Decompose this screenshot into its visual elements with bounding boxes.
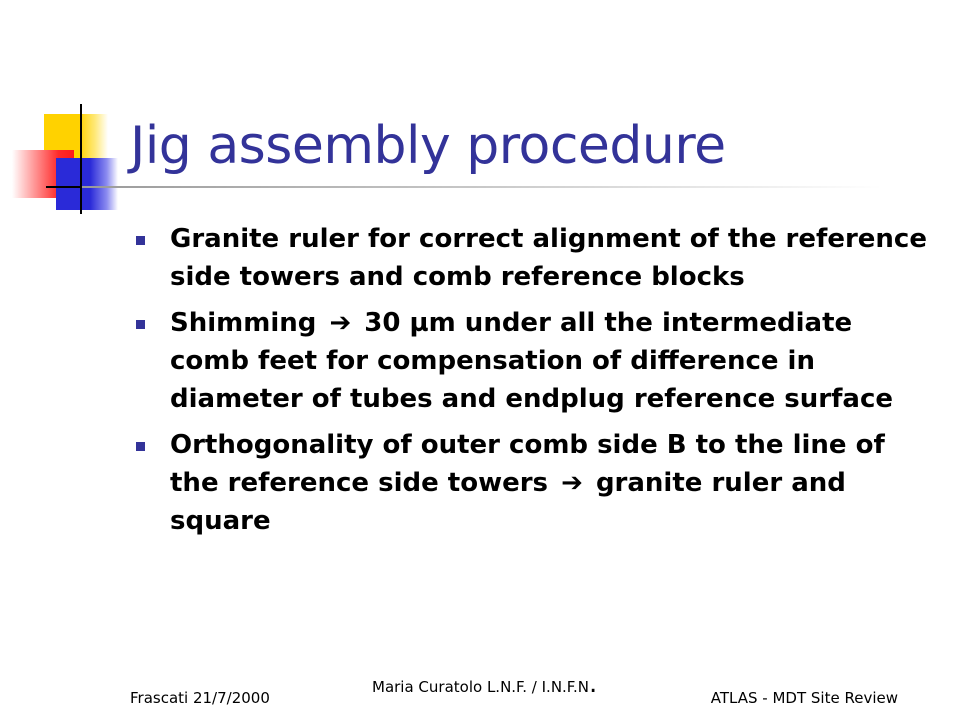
bullet-item — [130, 426, 930, 540]
decorative-logo — [0, 0, 140, 230]
right-arrow-icon: ➔ — [329, 308, 352, 338]
logo-vertical-line — [80, 104, 82, 214]
bullet-item — [130, 304, 930, 418]
bullet-text: Shimming — [170, 308, 317, 338]
footer-author-dot: . — [589, 669, 598, 699]
square-bullet-icon — [136, 320, 145, 329]
bullet-list — [130, 220, 930, 548]
slide-title: Jig assembly procedure — [130, 116, 726, 176]
bullet-text: granite ruler and square — [170, 468, 846, 536]
bullet-text: 30 µm under all the intermediate comb feet for compensation of difference in diameter of tubes and endplug reference surface — [170, 308, 894, 414]
square-bullet-icon — [136, 236, 145, 245]
right-arrow-icon: ➔ — [561, 468, 583, 498]
bullet-item — [130, 220, 930, 296]
logo-blue-square — [56, 158, 118, 210]
bullet-text: Orthogonality of outer comb side B to the line of the reference side towers — [170, 430, 885, 498]
square-bullet-icon — [136, 442, 145, 451]
bullet-text: Granite ruler for correct alignment of the reference side towers and comb reference blocks — [170, 224, 927, 292]
footer-author — [372, 669, 598, 699]
footer-event: ATLAS - MDT Site Review — [710, 689, 898, 707]
footer-author-text: Maria Curatolo L.N.F. / I.N.F.N — [372, 678, 590, 696]
title-underline — [82, 186, 882, 188]
footer-date: Frascati 21/7/2000 — [130, 689, 270, 707]
